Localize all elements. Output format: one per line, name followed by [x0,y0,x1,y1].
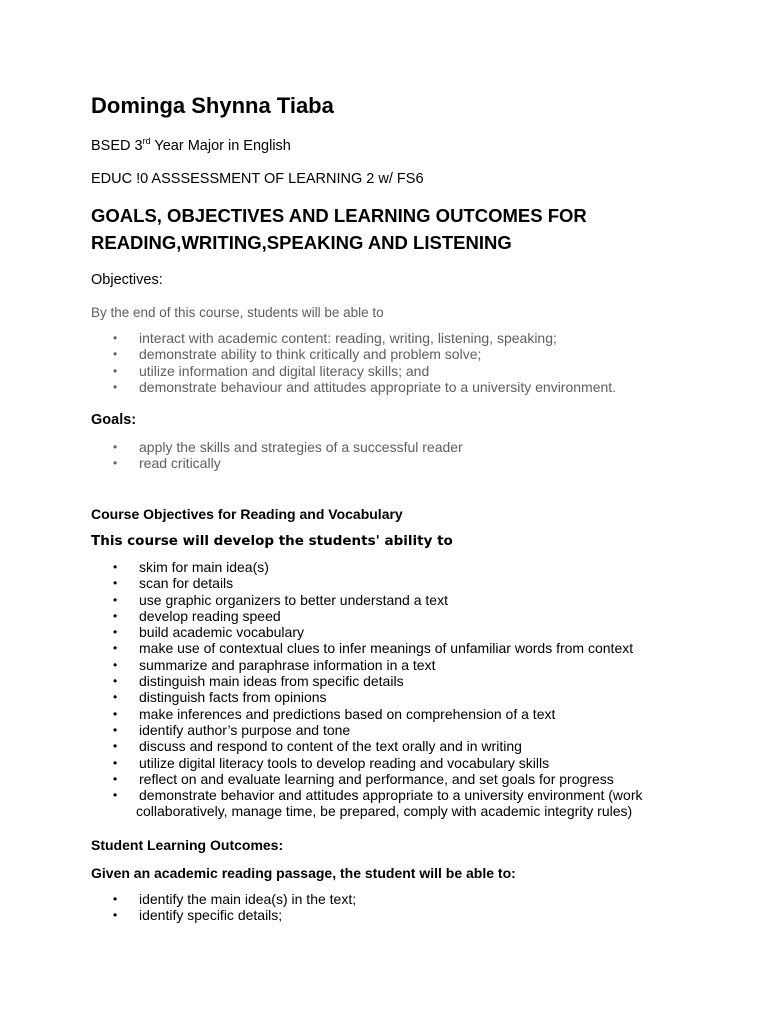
list-item: • identify author’s purpose and tone [0,722,643,738]
goals-list [0,439,463,472]
course-line-prefix: BSED 3 [91,138,143,154]
list-item-line-2: collaboratively, manage time, be prepared, comply with academic integrity rules) [136,803,633,820]
course-objectives-intro: This course will develop the students' ability to [91,533,453,549]
list-item: • use graphic organizers to better understand a text [0,592,643,608]
outcomes-title: Student Learning Outcomes: [91,837,284,853]
main-heading [91,203,587,256]
course-line-sup: rd [142,136,151,146]
list-item: • scan for details [0,575,643,591]
course-line-suffix: Year Major in English [150,138,291,154]
course-objectives-title: Course Objectives for Reading and Vocabulary [91,506,403,522]
objectives-list [0,330,616,395]
list-item: • develop reading speed [0,608,643,624]
subject-line: EDUC !0 ASSSESSMENT OF LEARNING 2 w/ FS6 [91,171,424,187]
list-item: • identify specific details; [0,907,356,923]
list-item: • skim for main idea(s) [0,559,643,575]
list-item: • utilize information and digital literacy skills; and [0,363,616,379]
list-item: • identify the main idea(s) in the text; [0,891,356,907]
list-item: • make use of contextual clues to infer meanings of unfamiliar words from context [0,640,643,656]
main-heading-line-1: GOALS, OBJECTIVES AND LEARNING OUTCOMES FOR [91,205,587,226]
outcomes-list [0,891,356,924]
list-item: • make inferences and predictions based on comprehension of a text [0,706,643,722]
list-item: • utilize digital literacy tools to develop reading and vocabulary skills [0,755,643,771]
author-name: Dominga Shynna Tiaba [91,93,334,118]
list-item: • apply the skills and strategies of a successful reader [0,439,463,455]
list-item-line-1: demonstrate behavior and attitudes appropriate to a university environment (work [139,787,643,804]
list-item: • summarize and paraphrase information in a text [0,657,643,673]
list-item: • discuss and respond to content of the text orally and in writing [0,738,643,754]
list-item: • distinguish main ideas from specific details [0,673,643,689]
main-heading-line-2: READING,WRITING,SPEAKING AND LISTENING [91,231,512,253]
list-item-multiline [0,787,643,820]
list-item: • build academic vocabulary [0,624,643,640]
goals-label: Goals: [91,412,137,428]
outcomes-intro: Given an academic reading passage, the student will be able to: [91,865,516,881]
course-line [91,137,291,155]
list-item: • reflect on and evaluate learning and performance, and set goals for progress [0,771,643,787]
list-item: • distinguish facts from opinions [0,689,643,705]
list-item: • interact with academic content: reading, writing, listening, speaking; [0,330,616,346]
course-objectives-list [0,559,643,820]
objectives-label: Objectives: [91,272,163,288]
list-item: • read critically [0,455,463,471]
list-item: • demonstrate behaviour and attitudes appropriate to a university environment. [0,379,616,395]
list-item: • demonstrate ability to think critically and problem solve; [0,346,616,362]
objectives-intro: By the end of this course, students will be able to [91,305,384,320]
